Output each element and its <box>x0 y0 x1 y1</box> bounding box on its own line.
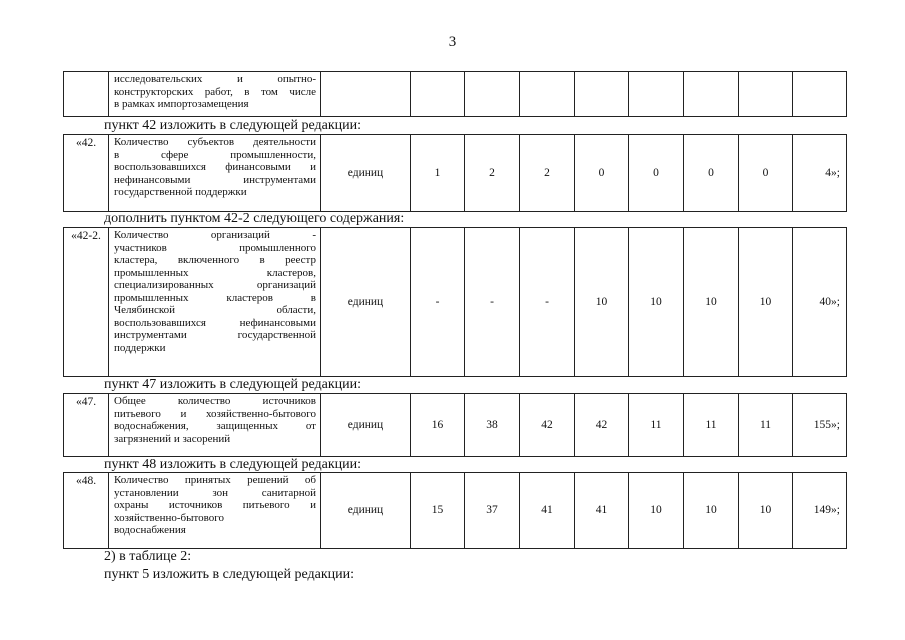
row-value: 11 <box>739 394 793 457</box>
row-number: «48. <box>64 473 109 549</box>
row-unit: единиц <box>321 473 411 549</box>
table-fragment <box>63 71 847 117</box>
instruction-item-42: пункт 42 изложить в следующей редакции: <box>104 118 361 133</box>
row-value: - <box>520 228 575 377</box>
row-unit: единиц <box>321 228 411 377</box>
instruction-item-5: пункт 5 изложить в следующей редакции: <box>104 567 354 582</box>
row-value: 38 <box>465 394 520 457</box>
row-value: 10 <box>629 473 684 549</box>
row-number <box>64 72 109 117</box>
row-value: 37 <box>465 473 520 549</box>
row-value: 0 <box>684 135 739 212</box>
instruction-item-48: пункт 48 изложить в следующей редакции: <box>104 457 361 472</box>
instruction-table-2: 2) в таблице 2: <box>104 549 192 564</box>
row-value: 10 <box>684 228 739 377</box>
row-value: 41 <box>520 473 575 549</box>
row-unit: единиц <box>321 394 411 457</box>
row-value: 0 <box>739 135 793 212</box>
table-row <box>64 394 847 457</box>
row-number: «42-2. <box>64 228 109 377</box>
row-value: - <box>411 228 465 377</box>
table-row <box>64 135 847 212</box>
row-value: - <box>465 228 520 377</box>
row-value: 2 <box>465 135 520 212</box>
table-row-42-2 <box>63 227 847 377</box>
table-row-48 <box>63 472 847 549</box>
row-value: 42 <box>520 394 575 457</box>
row-value: 1 <box>411 135 465 212</box>
row-value: 11 <box>629 394 684 457</box>
table-row-47 <box>63 393 847 457</box>
row-value: 10 <box>739 473 793 549</box>
row-value: 11 <box>684 394 739 457</box>
page-number: 3 <box>448 34 457 50</box>
row-value: 149»; <box>793 473 847 549</box>
row-name: Количество субъектов деятельности в сфере промышленности, воспользовавшихся финансовыми и нефинансовыми инструментами государственной поддержки <box>109 135 321 212</box>
instruction-item-42-2: дополнить пунктом 42-2 следующего содержания: <box>104 211 405 226</box>
row-number: «47. <box>64 394 109 457</box>
row-name: Количество принятых решений об установлении зон санитарной охраны источников питьевого и хозяйственно-бытового водоснабжения <box>109 473 321 549</box>
table-row <box>64 473 847 549</box>
table-row <box>64 72 847 117</box>
table-row-42 <box>63 134 847 212</box>
row-name: Общее количество источников питьевого и хозяйственно-бытового водоснабжения, защищенных от загрязнений и засорений <box>109 394 321 457</box>
row-name: исследовательских и опытно- конструкторских работ, в том числе в рамках импортозамещения <box>109 72 321 117</box>
row-value: 10 <box>684 473 739 549</box>
row-value: 42 <box>575 394 629 457</box>
row-value: 40»; <box>793 228 847 377</box>
row-name: Количество организаций - участников промышленного кластера, включенного в реестр промышленных кластеров, специализированных организаций промышленных кластеров в Челябинской области, воспользовавшихся нефинансовыми инструментами государственной поддержки <box>109 228 321 377</box>
row-value: 155»; <box>793 394 847 457</box>
row-value: 4»; <box>793 135 847 212</box>
instruction-item-47: пункт 47 изложить в следующей редакции: <box>104 377 361 392</box>
row-value: 10 <box>739 228 793 377</box>
row-value: 16 <box>411 394 465 457</box>
row-unit: единиц <box>321 135 411 212</box>
row-value: 10 <box>629 228 684 377</box>
row-value: 15 <box>411 473 465 549</box>
row-value: 0 <box>629 135 684 212</box>
table-row <box>64 228 847 377</box>
row-value: 10 <box>575 228 629 377</box>
row-number: «42. <box>64 135 109 212</box>
row-value: 41 <box>575 473 629 549</box>
row-value: 0 <box>575 135 629 212</box>
row-value: 2 <box>520 135 575 212</box>
